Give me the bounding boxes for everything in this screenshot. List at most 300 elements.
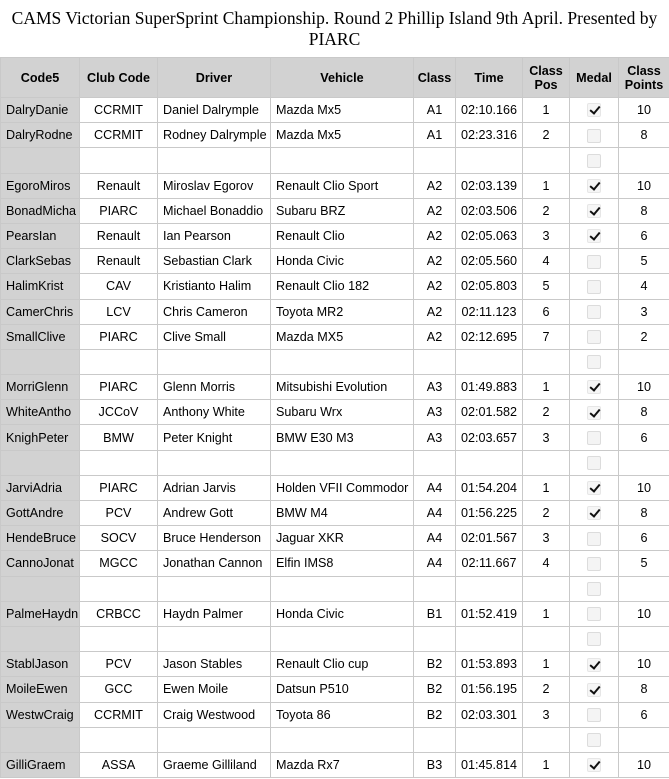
medal-checkbox[interactable] xyxy=(587,280,601,294)
time-cell: 02:03.301 xyxy=(456,702,523,727)
class-pos-cell: 2 xyxy=(523,501,570,526)
table-row xyxy=(1,223,669,248)
medal-checkbox[interactable] xyxy=(587,758,601,772)
vehicle-cell: Renault Clio xyxy=(271,223,414,248)
class-cell: A2 xyxy=(414,223,456,248)
table-body xyxy=(1,98,669,778)
class-cell: A4 xyxy=(414,551,456,576)
time-cell xyxy=(456,727,523,752)
code5-cell: EgoroMiros xyxy=(1,173,80,198)
code5-cell xyxy=(1,349,80,374)
club-code-cell: PCV xyxy=(80,652,158,677)
medal-cell xyxy=(570,677,619,702)
vehicle-cell: Mazda Rx7 xyxy=(271,752,414,777)
medal-checkbox[interactable] xyxy=(587,154,601,168)
medal-cell xyxy=(570,450,619,475)
time-cell: 02:23.316 xyxy=(456,123,523,148)
medal-cell xyxy=(570,626,619,651)
club-code-cell xyxy=(80,727,158,752)
results-table xyxy=(0,57,669,778)
medal-cell xyxy=(570,576,619,601)
table-row xyxy=(1,652,669,677)
vehicle-cell: Toyota 86 xyxy=(271,702,414,727)
time-cell: 01:53.893 xyxy=(456,652,523,677)
class-cell xyxy=(414,576,456,601)
time-cell: 02:12.695 xyxy=(456,324,523,349)
time-cell: 01:49.883 xyxy=(456,375,523,400)
medal-checkbox[interactable] xyxy=(587,305,601,319)
medal-cell xyxy=(570,349,619,374)
medal-checkbox[interactable] xyxy=(587,406,601,420)
club-code-cell: CAV xyxy=(80,274,158,299)
club-code-cell: Renault xyxy=(80,173,158,198)
vehicle-cell: Holden VFII Commodor xyxy=(271,475,414,500)
code5-cell: MorriGlenn xyxy=(1,375,80,400)
header-vehicle: Vehicle xyxy=(271,58,414,98)
medal-cell xyxy=(570,148,619,173)
medal-cell xyxy=(570,274,619,299)
medal-cell xyxy=(570,652,619,677)
code5-cell xyxy=(1,576,80,601)
class-points-cell xyxy=(619,727,669,752)
club-code-cell: SOCV xyxy=(80,526,158,551)
code5-cell: DalryDanie xyxy=(1,98,80,123)
table-row xyxy=(1,551,669,576)
club-code-cell: CRBCC xyxy=(80,601,158,626)
club-code-cell: JCCoV xyxy=(80,400,158,425)
club-code-cell: PIARC xyxy=(80,324,158,349)
class-pos-cell xyxy=(523,148,570,173)
time-cell: 02:05.063 xyxy=(456,223,523,248)
code5-cell: SmallClive xyxy=(1,324,80,349)
medal-checkbox[interactable] xyxy=(587,330,601,344)
club-code-cell xyxy=(80,349,158,374)
vehicle-cell: Renault Clio cup xyxy=(271,652,414,677)
medal-cell xyxy=(570,702,619,727)
class-pos-cell: 5 xyxy=(523,274,570,299)
time-cell: 01:56.225 xyxy=(456,501,523,526)
time-cell: 02:10.166 xyxy=(456,98,523,123)
vehicle-cell: Jaguar XKR xyxy=(271,526,414,551)
class-pos-cell: 1 xyxy=(523,752,570,777)
class-points-cell: 8 xyxy=(619,677,669,702)
class-points-cell xyxy=(619,148,669,173)
class-cell: A4 xyxy=(414,501,456,526)
class-points-cell xyxy=(619,576,669,601)
class-pos-cell: 7 xyxy=(523,324,570,349)
medal-cell xyxy=(570,198,619,223)
medal-checkbox[interactable] xyxy=(587,557,601,571)
class-pos-cell xyxy=(523,727,570,752)
table-row xyxy=(1,501,669,526)
driver-cell: Graeme Gilliland xyxy=(158,752,271,777)
medal-checkbox[interactable] xyxy=(587,255,601,269)
class-cell: A2 xyxy=(414,274,456,299)
class-pos-cell xyxy=(523,450,570,475)
time-cell: 02:11.123 xyxy=(456,299,523,324)
table-row-blank xyxy=(1,148,669,173)
time-cell: 01:45.814 xyxy=(456,752,523,777)
time-cell: 02:05.803 xyxy=(456,274,523,299)
vehicle-cell: Renault Clio 182 xyxy=(271,274,414,299)
class-points-cell: 10 xyxy=(619,475,669,500)
club-code-cell: GCC xyxy=(80,677,158,702)
vehicle-cell xyxy=(271,576,414,601)
vehicle-cell: Mazda Mx5 xyxy=(271,123,414,148)
class-pos-cell: 4 xyxy=(523,551,570,576)
medal-cell xyxy=(570,173,619,198)
table-row xyxy=(1,475,669,500)
medal-cell xyxy=(570,375,619,400)
time-cell: 02:03.657 xyxy=(456,425,523,450)
time-cell: 02:05.560 xyxy=(456,249,523,274)
class-pos-cell: 1 xyxy=(523,173,570,198)
time-cell: 01:54.204 xyxy=(456,475,523,500)
table-row xyxy=(1,752,669,777)
medal-cell xyxy=(570,475,619,500)
driver-cell xyxy=(158,450,271,475)
club-code-cell: Renault xyxy=(80,249,158,274)
class-points-cell xyxy=(619,450,669,475)
class-points-cell: 5 xyxy=(619,249,669,274)
time-cell: 02:11.667 xyxy=(456,551,523,576)
driver-cell: Andrew Gott xyxy=(158,501,271,526)
class-pos-cell xyxy=(523,349,570,374)
code5-cell: ClarkSebas xyxy=(1,249,80,274)
class-cell: A1 xyxy=(414,98,456,123)
driver-cell: Craig Westwood xyxy=(158,702,271,727)
code5-cell xyxy=(1,148,80,173)
driver-cell: Ewen Moile xyxy=(158,677,271,702)
vehicle-cell xyxy=(271,450,414,475)
driver-cell xyxy=(158,349,271,374)
club-code-cell: PIARC xyxy=(80,475,158,500)
code5-cell: MoileEwen xyxy=(1,677,80,702)
table-row-blank xyxy=(1,576,669,601)
class-points-cell: 10 xyxy=(619,652,669,677)
driver-cell: Jason Stables xyxy=(158,652,271,677)
class-cell xyxy=(414,349,456,374)
club-code-cell: PIARC xyxy=(80,198,158,223)
club-code-cell: Renault xyxy=(80,223,158,248)
vehicle-cell: BMW M4 xyxy=(271,501,414,526)
medal-cell xyxy=(570,526,619,551)
driver-cell: Miroslav Egorov xyxy=(158,173,271,198)
class-pos-cell: 1 xyxy=(523,375,570,400)
class-cell: A3 xyxy=(414,400,456,425)
table-row xyxy=(1,601,669,626)
medal-checkbox[interactable] xyxy=(587,658,601,672)
code5-cell: WhiteAntho xyxy=(1,400,80,425)
code5-cell: DalryRodne xyxy=(1,123,80,148)
class-cell: B2 xyxy=(414,702,456,727)
table-row xyxy=(1,324,669,349)
medal-checkbox[interactable] xyxy=(587,129,601,143)
code5-cell: PalmeHaydn xyxy=(1,601,80,626)
medal-cell xyxy=(570,752,619,777)
club-code-cell xyxy=(80,450,158,475)
table-row xyxy=(1,425,669,450)
class-points-cell: 10 xyxy=(619,601,669,626)
class-cell: B3 xyxy=(414,752,456,777)
medal-cell xyxy=(570,299,619,324)
class-pos-cell xyxy=(523,576,570,601)
time-cell: 02:01.567 xyxy=(456,526,523,551)
vehicle-cell: Elfin IMS8 xyxy=(271,551,414,576)
driver-cell: Clive Small xyxy=(158,324,271,349)
class-points-cell: 10 xyxy=(619,375,669,400)
page-title: CAMS Victorian SuperSprint Championship. Round 2 Phillip Island 9th April. Presented by PIARC xyxy=(11,8,658,49)
vehicle-cell: Honda Civic xyxy=(271,249,414,274)
time-cell: 02:03.139 xyxy=(456,173,523,198)
club-code-cell xyxy=(80,576,158,601)
medal-cell xyxy=(570,551,619,576)
class-pos-cell: 1 xyxy=(523,98,570,123)
vehicle-cell: Mazda MX5 xyxy=(271,324,414,349)
class-pos-cell: 6 xyxy=(523,299,570,324)
class-points-cell: 10 xyxy=(619,173,669,198)
table-row xyxy=(1,274,669,299)
header-medal: Medal xyxy=(570,58,619,98)
class-points-cell: 6 xyxy=(619,702,669,727)
medal-checkbox[interactable] xyxy=(587,204,601,218)
class-pos-cell: 1 xyxy=(523,601,570,626)
table-row xyxy=(1,173,669,198)
class-points-cell: 10 xyxy=(619,752,669,777)
driver-cell xyxy=(158,148,271,173)
club-code-cell: BMW xyxy=(80,425,158,450)
class-points-cell xyxy=(619,349,669,374)
club-code-cell: CCRMIT xyxy=(80,98,158,123)
class-cell xyxy=(414,727,456,752)
class-cell: A2 xyxy=(414,173,456,198)
vehicle-cell xyxy=(271,626,414,651)
table-row xyxy=(1,123,669,148)
class-pos-cell: 2 xyxy=(523,198,570,223)
class-cell xyxy=(414,626,456,651)
medal-checkbox[interactable] xyxy=(587,431,601,445)
class-points-cell: 4 xyxy=(619,274,669,299)
class-pos-cell: 1 xyxy=(523,652,570,677)
medal-checkbox[interactable] xyxy=(587,632,601,646)
code5-cell: CamerChris xyxy=(1,299,80,324)
code5-cell: WestwCraig xyxy=(1,702,80,727)
class-pos-cell: 3 xyxy=(523,425,570,450)
vehicle-cell: Subaru BRZ xyxy=(271,198,414,223)
driver-cell: Bruce Henderson xyxy=(158,526,271,551)
class-points-cell: 8 xyxy=(619,501,669,526)
driver-cell xyxy=(158,727,271,752)
class-cell: B1 xyxy=(414,601,456,626)
code5-cell xyxy=(1,727,80,752)
class-pos-cell: 3 xyxy=(523,223,570,248)
code5-cell: CannoJonat xyxy=(1,551,80,576)
code5-cell xyxy=(1,450,80,475)
code5-cell: HalimKrist xyxy=(1,274,80,299)
medal-cell xyxy=(570,223,619,248)
vehicle-cell: BMW E30 M3 xyxy=(271,425,414,450)
club-code-cell: LCV xyxy=(80,299,158,324)
medal-checkbox[interactable] xyxy=(587,506,601,520)
medal-cell xyxy=(570,601,619,626)
class-cell: A2 xyxy=(414,249,456,274)
class-points-cell: 10 xyxy=(619,98,669,123)
table-row xyxy=(1,375,669,400)
vehicle-cell: Datsun P510 xyxy=(271,677,414,702)
class-pos-cell: 4 xyxy=(523,249,570,274)
driver-cell: Peter Knight xyxy=(158,425,271,450)
code5-cell: BonadMicha xyxy=(1,198,80,223)
class-points-cell: 8 xyxy=(619,198,669,223)
class-cell: A3 xyxy=(414,425,456,450)
header-class-pos: Class Pos xyxy=(523,58,570,98)
class-cell: A4 xyxy=(414,475,456,500)
vehicle-cell xyxy=(271,148,414,173)
table-row-blank xyxy=(1,450,669,475)
class-points-cell: 8 xyxy=(619,123,669,148)
driver-cell: Kristianto Halim xyxy=(158,274,271,299)
vehicle-cell: Toyota MR2 xyxy=(271,299,414,324)
medal-cell xyxy=(570,501,619,526)
medal-checkbox[interactable] xyxy=(587,683,601,697)
time-cell: 01:52.419 xyxy=(456,601,523,626)
driver-cell xyxy=(158,576,271,601)
header-driver: Driver xyxy=(158,58,271,98)
medal-checkbox[interactable] xyxy=(587,708,601,722)
club-code-cell: PIARC xyxy=(80,375,158,400)
code5-cell: GilliGraem xyxy=(1,752,80,777)
table-row xyxy=(1,98,669,123)
header-class-points: Class Points xyxy=(619,58,669,98)
time-cell: 02:03.506 xyxy=(456,198,523,223)
club-code-cell: PCV xyxy=(80,501,158,526)
vehicle-cell: Renault Clio Sport xyxy=(271,173,414,198)
medal-checkbox[interactable] xyxy=(587,229,601,243)
club-code-cell xyxy=(80,626,158,651)
header-club-code: Club Code xyxy=(80,58,158,98)
table-header-row xyxy=(1,58,669,98)
code5-cell: HendeBruce xyxy=(1,526,80,551)
vehicle-cell: Mitsubishi Evolution xyxy=(271,375,414,400)
class-points-cell: 6 xyxy=(619,425,669,450)
medal-checkbox[interactable] xyxy=(587,607,601,621)
class-pos-cell: 1 xyxy=(523,475,570,500)
class-points-cell: 3 xyxy=(619,299,669,324)
medal-checkbox[interactable] xyxy=(587,733,601,747)
club-code-cell xyxy=(80,148,158,173)
table-row-blank xyxy=(1,626,669,651)
code5-cell: PearsIan xyxy=(1,223,80,248)
class-cell: B2 xyxy=(414,677,456,702)
time-cell xyxy=(456,626,523,651)
medal-checkbox[interactable] xyxy=(587,103,601,117)
class-cell: A2 xyxy=(414,324,456,349)
medal-checkbox[interactable] xyxy=(587,456,601,470)
table-row-blank xyxy=(1,727,669,752)
table-row xyxy=(1,400,669,425)
medal-checkbox[interactable] xyxy=(587,179,601,193)
time-cell xyxy=(456,349,523,374)
club-code-cell: MGCC xyxy=(80,551,158,576)
code5-cell: GottAndre xyxy=(1,501,80,526)
time-cell xyxy=(456,450,523,475)
medal-cell xyxy=(570,123,619,148)
class-pos-cell: 3 xyxy=(523,526,570,551)
vehicle-cell: Honda Civic xyxy=(271,601,414,626)
class-pos-cell: 2 xyxy=(523,123,570,148)
medal-checkbox[interactable] xyxy=(587,380,601,394)
class-cell: A1 xyxy=(414,123,456,148)
driver-cell: Chris Cameron xyxy=(158,299,271,324)
class-pos-cell: 2 xyxy=(523,677,570,702)
vehicle-cell xyxy=(271,349,414,374)
code5-cell: KnighPeter xyxy=(1,425,80,450)
class-cell: A2 xyxy=(414,198,456,223)
medal-checkbox[interactable] xyxy=(587,582,601,596)
class-cell: A2 xyxy=(414,299,456,324)
vehicle-cell xyxy=(271,727,414,752)
class-cell xyxy=(414,148,456,173)
club-code-cell: ASSA xyxy=(80,752,158,777)
medal-checkbox[interactable] xyxy=(587,481,601,495)
class-cell xyxy=(414,450,456,475)
vehicle-cell: Subaru Wrx xyxy=(271,400,414,425)
code5-cell: JarviAdria xyxy=(1,475,80,500)
driver-cell xyxy=(158,626,271,651)
driver-cell: Anthony White xyxy=(158,400,271,425)
driver-cell: Ian Pearson xyxy=(158,223,271,248)
time-cell xyxy=(456,148,523,173)
driver-cell: Haydn Palmer xyxy=(158,601,271,626)
driver-cell: Rodney Dalrymple xyxy=(158,123,271,148)
vehicle-cell: Mazda Mx5 xyxy=(271,98,414,123)
club-code-cell: CCRMIT xyxy=(80,702,158,727)
code5-cell xyxy=(1,626,80,651)
class-cell: B2 xyxy=(414,652,456,677)
class-points-cell xyxy=(619,626,669,651)
class-pos-cell xyxy=(523,626,570,651)
medal-cell xyxy=(570,400,619,425)
table-row-blank xyxy=(1,349,669,374)
table-row xyxy=(1,198,669,223)
class-points-cell: 5 xyxy=(619,551,669,576)
medal-cell xyxy=(570,425,619,450)
medal-cell xyxy=(570,98,619,123)
header-time: Time xyxy=(456,58,523,98)
code5-cell: StablJason xyxy=(1,652,80,677)
table-row xyxy=(1,299,669,324)
class-points-cell: 6 xyxy=(619,223,669,248)
class-points-cell: 8 xyxy=(619,400,669,425)
driver-cell: Adrian Jarvis xyxy=(158,475,271,500)
medal-checkbox[interactable] xyxy=(587,355,601,369)
class-points-cell: 2 xyxy=(619,324,669,349)
time-cell: 01:56.195 xyxy=(456,677,523,702)
driver-cell: Sebastian Clark xyxy=(158,249,271,274)
class-points-cell: 6 xyxy=(619,526,669,551)
class-pos-cell: 3 xyxy=(523,702,570,727)
table-row xyxy=(1,702,669,727)
driver-cell: Jonathan Cannon xyxy=(158,551,271,576)
medal-cell xyxy=(570,324,619,349)
time-cell: 02:01.582 xyxy=(456,400,523,425)
table-row xyxy=(1,677,669,702)
medal-checkbox[interactable] xyxy=(587,532,601,546)
medal-cell xyxy=(570,727,619,752)
header-code5: Code5 xyxy=(1,58,80,98)
table-row xyxy=(1,526,669,551)
driver-cell: Michael Bonaddio xyxy=(158,198,271,223)
